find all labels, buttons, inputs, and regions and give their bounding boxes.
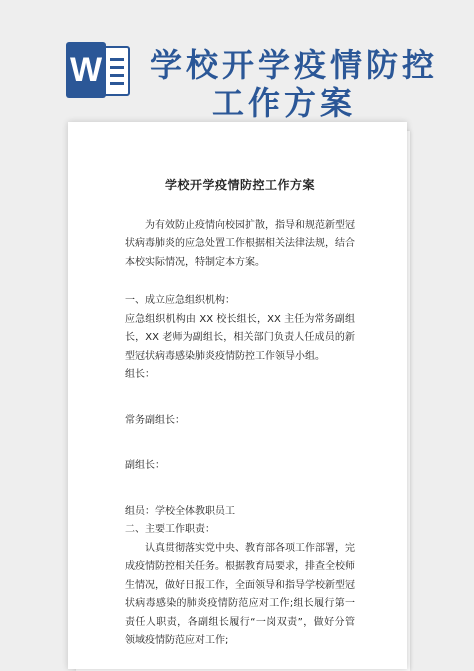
members-line: 组员：学校全体教职员工 <box>125 505 235 517</box>
deputy-label: 副组长： <box>125 460 165 471</box>
section-1-heading: 一、成立应急组织机构： <box>125 295 235 306</box>
intro-paragraph: 为有效防止疫情向校园扩散，指导和规范新型冠状病毒肺炎的应急处置工作根据相关法律法规，结合本校实际情况，特制定本方案。 <box>125 219 355 268</box>
exec-deputy-label: 常务副组长： <box>125 414 185 426</box>
sheet-line <box>110 74 124 77</box>
leader-label: 组长： <box>125 369 155 380</box>
section-1-body: 应急组织机构由 XX 校长组长，XX 主任为常务副组长，XX 老师为副组长，相关部门负责人任成员的新型冠状病毒感染肺炎疫情防控工作领导小组。 <box>125 313 355 362</box>
spacer <box>125 272 355 292</box>
word-icon <box>66 42 132 98</box>
spacer <box>125 476 355 503</box>
document-content <box>125 176 355 651</box>
document-page <box>68 122 407 669</box>
document-title: 学校开学疫情防控工作方案 <box>164 178 315 192</box>
sheet-line <box>110 58 124 61</box>
spacer <box>125 430 355 457</box>
sheet-line <box>110 82 124 85</box>
section-2-body: 认真贯彻落实党中央、教育部各项工作部署，完成疫情防控相关任务。根据教育局要求，排查全校师生情况，做好日报工作，全面领导和指导学校新型冠状病毒感染的肺炎疫情防范应对工作;组长履行第一责任人职责，各副组长履行“一岗双责”，做好分管领域疫情防范应对工作; <box>125 542 355 646</box>
sheet-line <box>110 66 124 69</box>
section-2-heading: 二、主要工作职责： <box>125 524 215 535</box>
banner-title-line-2: 工作方案 <box>212 84 357 122</box>
spacer <box>125 385 355 412</box>
word-letter-badge: W <box>66 42 106 98</box>
header-banner <box>0 0 474 120</box>
banner-title-line-1: 学校开学疫情防控 <box>150 46 439 84</box>
